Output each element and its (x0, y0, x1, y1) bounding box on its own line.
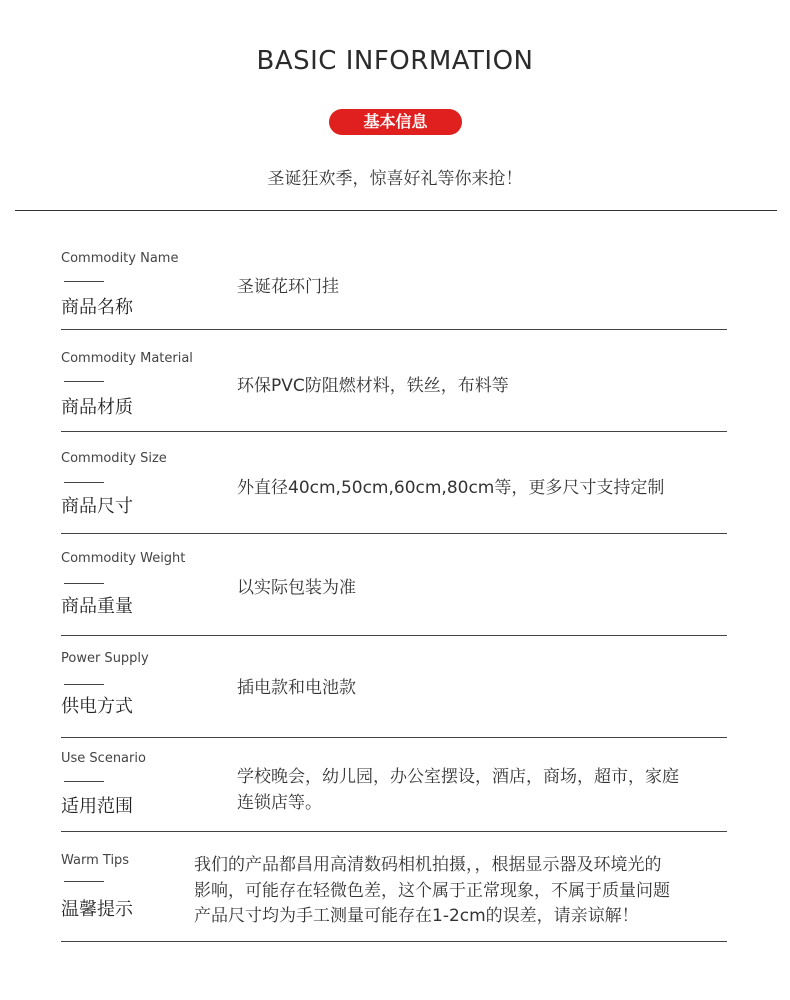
row-value: 环保PVC防阻燃材料，铁丝，布料等 (237, 376, 509, 396)
row-value-line: 我们的产品都昌用高清数码相机拍摄，，根据显示器及环境光的 (194, 855, 662, 875)
info-row-power (61, 645, 727, 738)
section-badge: 基本信息 (329, 109, 462, 135)
row-value-line: 连锁店等。 (237, 793, 322, 813)
row-value: 以实际包装为准 (237, 578, 356, 598)
row-label-en: Warm Tips (61, 853, 130, 868)
row-value: 圣诞花环门挂 (237, 277, 339, 297)
info-row-scenario (61, 745, 727, 832)
row-label-cn: 商品名称 (61, 297, 133, 318)
row-value-line: 影响，可能存在轻微色差，这个属于正常现象，不属于质量问题 (194, 881, 670, 901)
row-value-line: 学校晚会，幼儿园，办公室摆设，酒店，商场，超市，家庭 (237, 767, 679, 787)
label-dash (64, 482, 104, 483)
row-label-cn: 商品尺寸 (61, 496, 133, 517)
row-label-en: Power Supply (61, 651, 149, 666)
label-dash (64, 583, 104, 584)
label-dash (64, 684, 104, 685)
row-label-cn: 商品重量 (61, 596, 133, 617)
row-label-en: Commodity Size (61, 451, 167, 466)
info-row-size (61, 445, 727, 534)
row-label-en: Use Scenario (61, 751, 146, 766)
label-dash (64, 381, 104, 382)
slogan: 圣诞狂欢季，惊喜好礼等你来抢！ (267, 169, 523, 189)
info-row-weight (61, 545, 727, 636)
row-label-en: Commodity Weight (61, 551, 186, 566)
row-value: 外直径40cm,50cm,60cm,80cm等，更多尺寸支持定制 (237, 478, 665, 498)
info-row-name (61, 245, 727, 330)
row-label-cn: 商品材质 (61, 397, 133, 418)
row-label-cn: 适用范围 (61, 796, 133, 817)
label-dash (64, 881, 104, 882)
label-dash (64, 281, 104, 282)
row-label-en: Commodity Name (61, 251, 179, 266)
row-label-cn: 供电方式 (61, 696, 133, 717)
page-title: BASIC INFORMATION (256, 46, 534, 76)
info-row-tips (61, 845, 727, 942)
row-label-cn: 温馨提示 (61, 899, 133, 920)
label-dash (64, 781, 104, 782)
row-value-line: 产品尺寸均为手工测量可能存在1-2cm的误差，请亲谅解！ (194, 906, 639, 926)
divider (15, 210, 777, 211)
row-label-en: Commodity Material (61, 351, 193, 366)
row-value: 插电款和电池款 (237, 678, 356, 698)
info-row-material (61, 345, 727, 432)
